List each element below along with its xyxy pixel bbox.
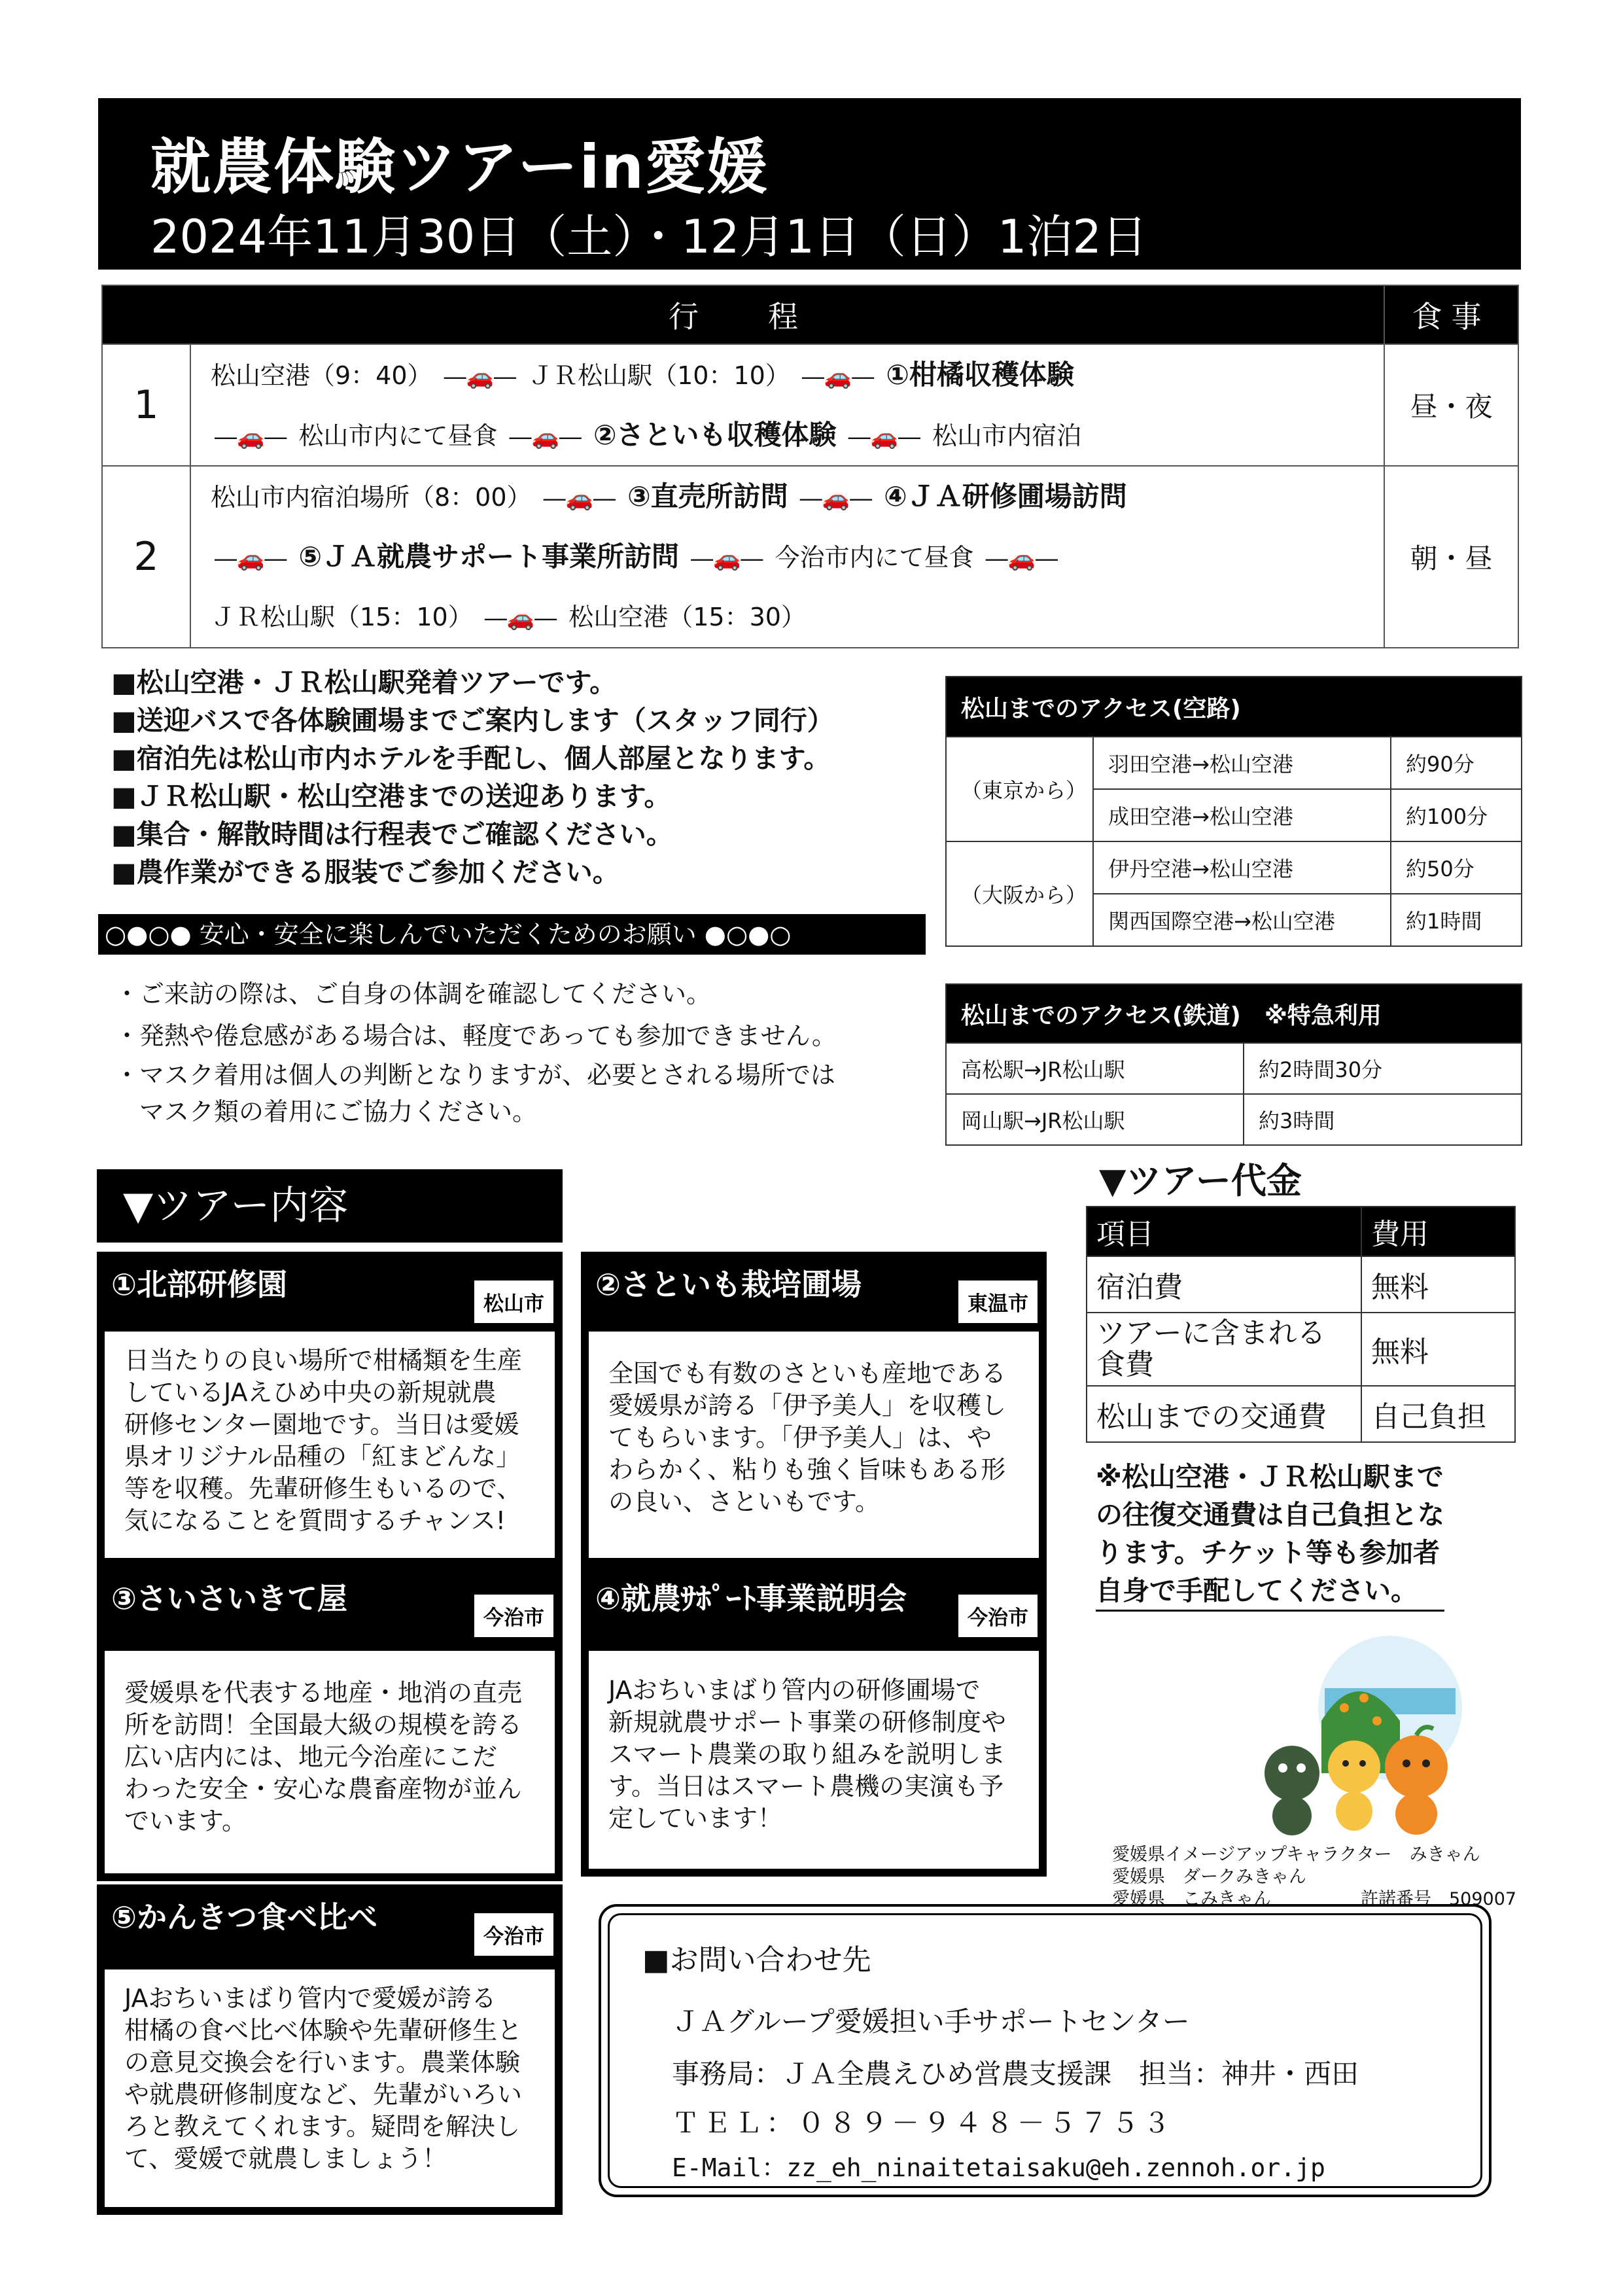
location-badge: 松山市 [474, 1280, 553, 1323]
price-cost: 無料 [1361, 1256, 1515, 1313]
mascot-illustration [1259, 1623, 1462, 1839]
air-time: 約100分 [1391, 789, 1522, 841]
air-route: 羽田空港→松山空港 [1093, 737, 1391, 789]
location-badge: 今治市 [474, 1913, 553, 1956]
stop: ④ＪＡ研修圃場訪問 [884, 480, 1127, 512]
car-icon: ―🚗― [691, 546, 763, 572]
info-bullet: ■集合・解散時間は行程表でご確認ください。 [111, 819, 673, 850]
itinerary-day2 [102, 466, 1518, 648]
price-note [1096, 1458, 1444, 1612]
stop: 松山市内宿泊場所（8：00） [211, 483, 532, 512]
tour-card [97, 1884, 563, 2215]
contact-inner [608, 1913, 1482, 2188]
itinerary-table [101, 285, 1519, 648]
air-time: 約1時間 [1391, 894, 1522, 946]
car-icon: ―🚗― [444, 364, 516, 390]
access-air-table [945, 676, 1522, 947]
tour-card [97, 1252, 563, 1566]
car-icon: ―🚗― [848, 424, 920, 450]
card-line: しているJAえひめ中央の新規就農 [124, 1378, 497, 1407]
card-line: 気になることを質問するチャンス! [124, 1506, 506, 1535]
car-icon: ―🚗― [484, 605, 557, 631]
contact-email[interactable]: E-Mail：zz_eh_ninaitetaisaku@eh.zennoh.or.jp [672, 2153, 1325, 2182]
origin-osaka: （大阪から） [946, 841, 1093, 946]
stop: ②さといも収穫体験 [593, 419, 837, 451]
card-title: ①北部研修園 [111, 1267, 287, 1302]
origin-tokyo: （東京から） [946, 737, 1093, 841]
safety-title: ○●○● 安心・安全に楽しんでいただくためのお願い ●○●○ [98, 914, 926, 955]
access-air-title: 松山までのアクセス(空路) [946, 677, 1522, 737]
card-title: ③さいさいきて屋 [111, 1581, 347, 1616]
stop: ⑤ＪＡ就農サポート事業所訪問 [298, 540, 679, 573]
card-line: て、愛媛で就農しましょう！ [124, 2144, 447, 2173]
day-route [190, 466, 1384, 648]
car-icon: ―🚗― [799, 486, 873, 512]
card-line: 新規就農サポート事業の研修制度や [608, 1708, 1007, 1737]
info-bullet: ■宿泊先は松山市内ホテルを手配し、個人部屋となります。 [111, 743, 831, 774]
card-line: ろと教えてくれます。疑問を解決し [124, 2112, 520, 2141]
air-route: 成田空港→松山空港 [1093, 789, 1391, 841]
card-line: てもらいます。「伊予美人」は、や [608, 1423, 992, 1452]
price-item-line: 食費 [1096, 1348, 1154, 1381]
card-line: でいます。 [124, 1807, 247, 1835]
car-icon: ―🚗― [509, 424, 582, 450]
car-icon: ―🚗― [215, 424, 287, 450]
tour-card [97, 1566, 563, 1881]
safety-line: ・ご来訪の際は、ご自身の体調を確認してください。 [114, 980, 712, 1008]
page-title: 就農体験ツアーin愛媛 [150, 132, 769, 202]
stop: 松山市内宿泊 [932, 421, 1082, 450]
air-route: 関西国際空港→松山空港 [1093, 894, 1391, 946]
stop: ③直売所訪問 [627, 480, 788, 512]
rail-time: 約3時間 [1244, 1094, 1522, 1145]
card-title: ②さといも栽培圃場 [595, 1267, 862, 1302]
stop: 松山空港（15：30） [568, 603, 806, 631]
card-body [589, 1651, 1039, 1869]
day-route [190, 344, 1384, 466]
location-badge: 今治市 [958, 1595, 1038, 1637]
contact-office: 事務局：ＪＡ全農えひめ営農支援課 担当：神井・西田 [672, 2058, 1359, 2090]
price-note-line: の往復交通費は自己負担とな [1096, 1499, 1444, 1530]
card-line: 広い店内には、地元今治産にこだ [124, 1742, 498, 1771]
car-icon: ―🚗― [985, 546, 1058, 572]
mascot-credit: 愛媛県 こみきゃん [1112, 1889, 1271, 1909]
price-col-item: 項目 [1087, 1207, 1361, 1256]
tour-dates: 2024年11月30日（土）・12月1日（日）1泊2日 [150, 210, 1147, 264]
card-line: JAおちいまばり管内の研修圃場で [608, 1676, 981, 1704]
tour-card [581, 1252, 1047, 1566]
card-line: 愛媛県が誇る「伊予美人」を収穫し [608, 1391, 1007, 1420]
card-body [105, 1969, 555, 2207]
car-icon: ―🚗― [801, 364, 875, 390]
card-line: の良い、さといもです。 [608, 1487, 880, 1516]
card-line: 定しています！ [608, 1804, 783, 1833]
card-line: 全国でも有数のさといも産地である [608, 1359, 1007, 1388]
mascot-credit: 愛媛県イメージアップキャラクター みきゃん [1112, 1845, 1480, 1865]
permit-number: 許諾番号 509007 [1361, 1889, 1517, 1909]
tour-heading: ▼ツアー内容 [97, 1169, 563, 1243]
price-item-line: ツアーに含まれる [1096, 1316, 1326, 1350]
info-bullet: ■送迎バスで各体験圃場までご案内します（スタッフ同行） [111, 705, 834, 736]
card-title: ④就農ｻﾎﾟｰﾄ事業説明会 [595, 1581, 907, 1616]
stop: ①柑橘収穫体験 [886, 359, 1074, 391]
card-line: の意見交換会を行います。農業体験 [124, 2048, 520, 2077]
price-item: 宿泊費 [1087, 1256, 1361, 1313]
safety-line: ・発熱や倦怠感がある場合は、軽度であっても参加できません。 [114, 1021, 837, 1050]
access-rail-title: 松山までのアクセス(鉄道) ※特急利用 [946, 984, 1522, 1043]
price-item: 松山までの交通費 [1087, 1386, 1361, 1442]
dark-mikyan-icon [1265, 1746, 1319, 1835]
card-line: 県オリジナル品種の「紅まどんな」 [124, 1442, 521, 1471]
price-cost: 自己負担 [1361, 1386, 1515, 1442]
card-line: 所を訪問！全国最大級の規模を誇る [124, 1710, 523, 1739]
card-title: ⑤かんきつ食べ比べ [111, 1899, 377, 1935]
price-cost: 無料 [1361, 1313, 1515, 1386]
car-icon: ―🚗― [543, 486, 616, 512]
safety-line: マスク類の着用にご協力ください。 [114, 1097, 538, 1126]
card-body [105, 1651, 555, 1873]
price-note-line: 自身で手配してください。 [1096, 1575, 1418, 1606]
card-line: 等を収穫。先輩研修生もいるので、 [124, 1474, 522, 1503]
price-col-cost: 費用 [1361, 1207, 1515, 1256]
price-note-line: ※松山空港・ＪＲ松山駅まで [1096, 1461, 1444, 1492]
stop: 松山空港（9：40） [211, 361, 432, 390]
access-rail-table [945, 983, 1522, 1146]
tour-card [581, 1566, 1047, 1877]
card-line: や就農研修制度など、先輩がいろい [124, 2080, 523, 2109]
rail-route: 高松駅→JR松山駅 [946, 1043, 1244, 1094]
card-line: わった安全・安心な農畜産物が並ん [124, 1775, 522, 1803]
stop: ＪＲ松山駅（15：10） [211, 603, 473, 631]
route-header: 行 程 [102, 285, 1384, 344]
stop: ＪＲ松山駅（10：10） [528, 361, 790, 390]
day-meal: 朝・昼 [1384, 466, 1518, 648]
price-item [1087, 1313, 1361, 1386]
itinerary-header [102, 285, 1518, 344]
contact-org: ＪＡグループ愛媛担い手サポートセンター [672, 2005, 1190, 2038]
card-line: 日当たりの良い場所で柑橘類を生産 [124, 1346, 523, 1375]
meal-header: 食事 [1384, 285, 1518, 344]
rail-route: 岡山駅→JR松山駅 [946, 1094, 1244, 1145]
car-icon: ―🚗― [215, 546, 287, 572]
card-line: す。当日はスマート農機の実演も予 [608, 1772, 1004, 1801]
day-meal: 昼・夜 [1384, 344, 1518, 466]
stop: 今治市内にて昼食 [775, 543, 974, 572]
info-bullet: ■松山空港・ＪＲ松山駅発着ツアーです。 [111, 667, 617, 698]
price-table [1086, 1206, 1516, 1443]
card-line: JAおちいまばり管内で愛媛が誇る [124, 1984, 497, 2013]
card-line: わらかく、粘りも強く旨味もある形 [608, 1455, 1006, 1484]
air-time: 約50分 [1391, 841, 1522, 894]
day-number: 2 [102, 466, 190, 648]
komikyan-icon [1328, 1740, 1380, 1831]
card-body [589, 1332, 1039, 1558]
price-heading: ▼ツアー代金 [1099, 1160, 1302, 1201]
rail-time: 約2時間30分 [1244, 1043, 1522, 1094]
card-line: 研修センター園地です。当日は愛媛 [124, 1410, 519, 1439]
header-banner [98, 98, 1521, 270]
card-line: 愛媛県を代表する地産・地消の直売 [124, 1678, 523, 1707]
card-line: 柑橘の食べ比べ体験や先輩研修生と [124, 2016, 523, 2045]
mascot-credit: 愛媛県 ダークみきゃん [1112, 1867, 1306, 1887]
day-number: 1 [102, 344, 190, 466]
price-note-line: ります。チケット等も参加者 [1096, 1537, 1440, 1568]
air-route: 伊丹空港→松山空港 [1093, 841, 1391, 894]
contact-tel: ＴＥＬ：０８９－９４８－５７５３ [672, 2107, 1175, 2139]
card-body [105, 1332, 555, 1558]
air-time: 約90分 [1391, 737, 1522, 789]
itinerary-day1 [102, 344, 1518, 466]
card-line: スマート農業の取り組みを説明しま [608, 1740, 1006, 1769]
info-bullet: ■農作業ができる服装でご参加ください。 [111, 857, 620, 888]
safety-line: ・マスク着用は個人の判断となりますが、必要とされる場所では [114, 1061, 836, 1089]
stop: 松山市内にて昼食 [298, 421, 498, 450]
location-badge: 今治市 [474, 1595, 553, 1637]
contact-box [599, 1904, 1492, 2197]
info-bullet: ■ＪＲ松山駅・松山空港までの送迎あります。 [111, 781, 671, 812]
location-badge: 東温市 [958, 1280, 1038, 1323]
contact-title: ■お問い合わせ先 [642, 1943, 871, 1977]
